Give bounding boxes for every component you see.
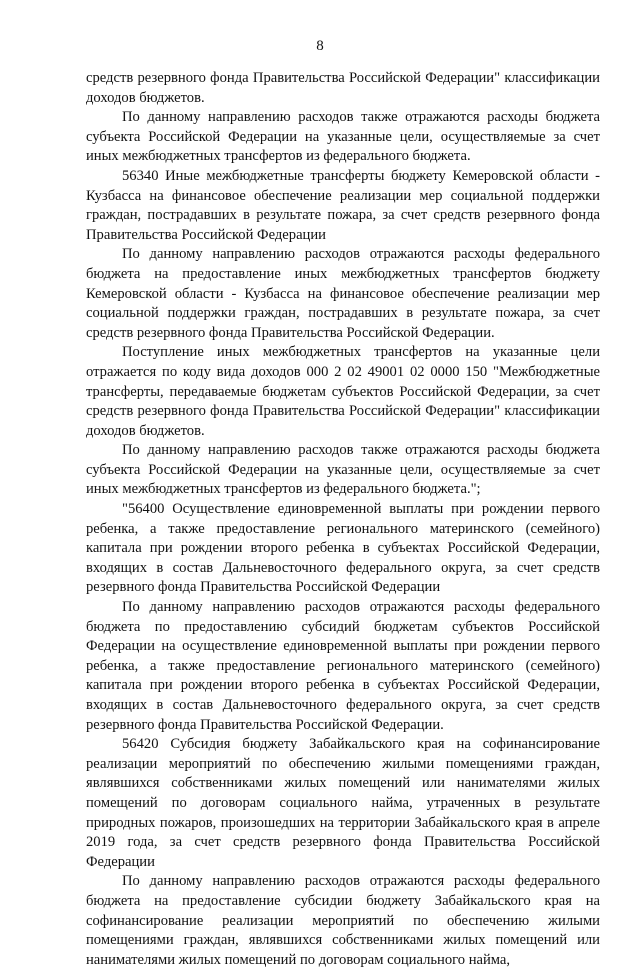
paragraph: средств резервного фонда Правительства Российской Федерации" классификации доходов бюджетов.: [86, 70, 600, 106]
paragraph: По данному направлению расходов также отражаются расходы бюджета субъекта Российской Федерации на указанные цели, осуществляемые за счет иных межбюджетных трансфертов из федерального бюджета.";: [86, 442, 600, 498]
paragraph: По данному направлению расходов также отражаются расходы бюджета субъекта Российской Федерации на указанные цели, осуществляемые за счет иных межбюджетных трансфертов из федерального бюджета.: [86, 109, 600, 165]
paragraph: "56400 Осуществление единовременной выплаты при рождении первого ребенка, а также предоставление регионального материнского (семейного) капитала при рождении второго ребенка в субъектах Российской Федерации, входящих в состав Дальневосточного федерального округа, за счет средств резервного фонда Правительства Российской Федерации: [86, 501, 600, 596]
paragraph: По данному направлению расходов отражаются расходы федерального бюджета на предоставление субсидии бюджету Забайкальского края на софинансирование реализации мероприятий по обеспечению жилыми помещениями граждан, являвшихся собственниками жилых помещений или нанимателями жилых помещений по договорам социального найма,: [86, 873, 600, 968]
paragraph: 56420 Субсидия бюджету Забайкальского края на софинансирование реализации мероприятий по обеспечению жилыми помещениями граждан, являвшихся собственниками жилых помещений или нанимателями жилых помещений по договорам социального найма, утраченных в результате природных пожаров, произошедших на территории Забайкальского края в апреле 2019 года, за счет средств резервного фонда Правительства Российской Федерации: [86, 736, 600, 870]
paragraph: По данному направлению расходов отражаются расходы федерального бюджета по предоставлению субсидий бюджетам субъектов Российской Федерации на осуществление единовременной выплаты при рождении первого ребенка, а также предоставление регионального материнского (семейного) капитала при рождении второго ребенка в субъектах Российской Федерации, входящих в состав Дальневосточного федерального округа, за счет средств резервного фонда Правительства Российской Федерации.: [86, 599, 600, 733]
paragraph: Поступление иных межбюджетных трансфертов на указанные цели отражается по коду вида доходов 000 2 02 49001 02 0000 150 "Межбюджетные трансферты, передаваемые бюджетам субъектов Российской Федерации, за счет средств резервного фонда Правительства Российской Федерации" классификации доходов бюджетов.: [86, 344, 600, 439]
paragraph: 56340 Иные межбюджетные трансферты бюджету Кемеровской области - Кузбасса на финансовое обеспечение реализации мер социальной поддержки граждан, пострадавших в результате пожара, за счет средств резервного фонда Правительства Российской Федерации: [86, 167, 600, 243]
paragraph: По данному направлению расходов отражаются расходы федерального бюджета на предоставление иных межбюджетных трансфертов бюджету Кемеровской области - Кузбасса на финансовое обеспечение реализации мер социальной поддержки граждан, пострадавших в результате пожара, за счет средств резервного фонда Правительства Российской Федерации.: [86, 246, 600, 341]
page-number: 8: [316, 38, 324, 54]
document-body: [86, 69, 600, 970]
